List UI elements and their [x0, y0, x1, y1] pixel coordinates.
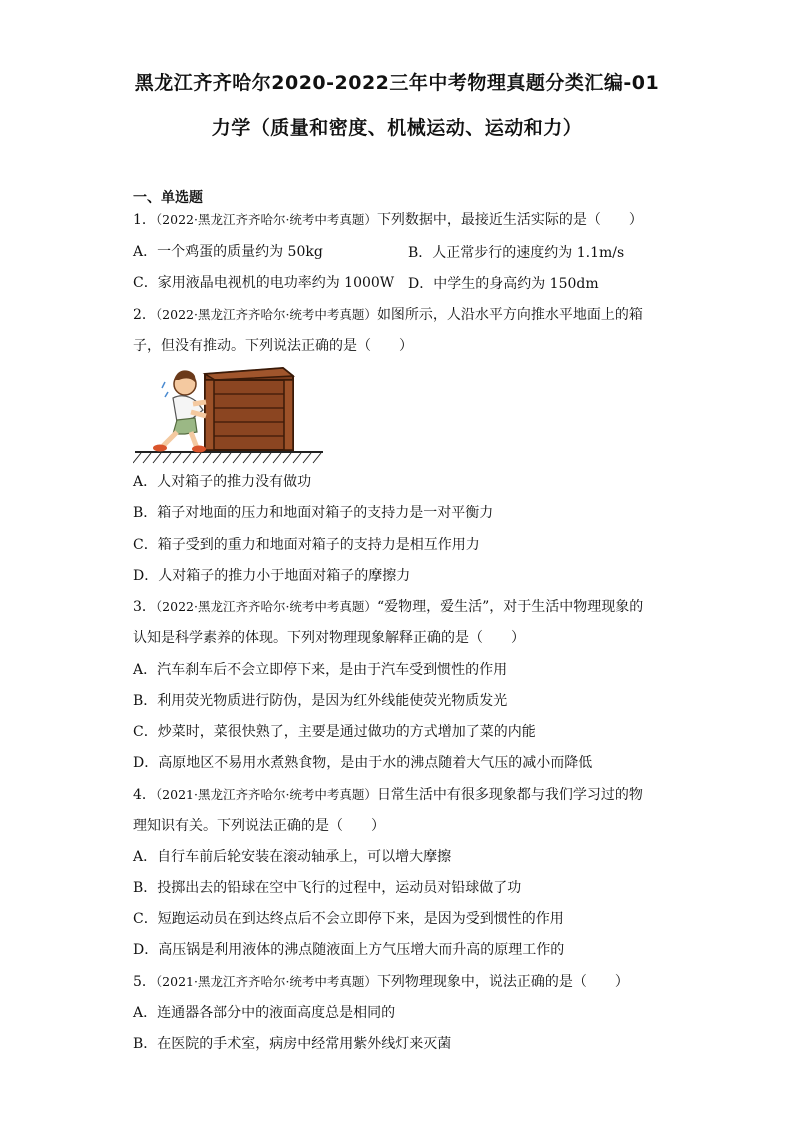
question-number: 5．	[133, 974, 156, 990]
question-4-stem	[133, 785, 643, 805]
q5-option-b: B．在医院的手术室，病房中经常用紫外线灯来灭菌	[133, 1036, 452, 1052]
question-text: 日常生活中有很多现象都与我们学习过的物	[376, 787, 643, 803]
q4-option-c: C．短跑运动员在到达终点后不会立即停下来，是因为受到惯性的作用	[133, 911, 564, 927]
q4-option-d: D．高压锅是利用液体的沸点随液面上方气压增大而升高的原理工作的	[133, 942, 565, 958]
q1-option-b: B．人正常步行的速度约为 1.1m/s	[408, 245, 625, 261]
question-3-stem	[133, 597, 643, 617]
q5-option-a: A．连通器各部分中的液面高度总是相同的	[133, 1005, 396, 1021]
q2-option-b: B．箱子对地面的压力和地面对箱子的支持力是一对平衡力	[133, 505, 494, 521]
title-line-1: 黑龙江齐齐哈尔2020-2022三年中考物理真题分类汇编-01	[134, 72, 660, 94]
question-source: （2021·黑龙江齐齐哈尔·统考中考真题）	[155, 787, 377, 802]
question-text: 下列物理现象中，说法正确的是（ ）	[376, 974, 629, 990]
question-text: 下列数据中，最接近生活实际的是（ ）	[376, 212, 643, 228]
question-source: （2022·黑龙江齐齐哈尔·统考中考真题）	[155, 212, 377, 227]
question-3-stem-cont: 认知是科学素养的体现。下列对物理现象解释正确的是（ ）	[133, 630, 525, 646]
q3-option-b: B．利用荧光物质进行防伪，是因为红外线能使荧光物质发光	[133, 693, 508, 709]
question-1-stem	[133, 210, 643, 230]
q1-option-d: D．中学生的身高约为 150dm	[408, 276, 599, 292]
title-line-2: 力学（质量和密度、机械运动、运动和力）	[211, 117, 583, 139]
question-number: 3．	[133, 599, 156, 615]
q3-option-a: A．汽车刹车后不会立即停下来，是由于汽车受到惯性的作用	[133, 662, 508, 678]
question-text: “爱物理，爱生活”，对于生活中物理现象的	[376, 599, 644, 615]
q2-option-d: D．人对箱子的推力小于地面对箱子的摩擦力	[133, 568, 411, 584]
section-heading: 一、单选题	[133, 190, 203, 206]
question-2-stem	[133, 305, 643, 325]
question-2-stem-cont: 子，但没有推动。下列说法正确的是（ ）	[133, 338, 413, 354]
question-source: （2021·黑龙江齐齐哈尔·统考中考真题）	[155, 974, 377, 989]
question-number: 2．	[133, 307, 156, 323]
q4-option-b: B．投掷出去的铅球在空中飞行的过程中，运动员对铅球做了功	[133, 880, 522, 896]
person	[153, 370, 206, 452]
question-source: （2022·黑龙江齐齐哈尔·统考中考真题）	[155, 599, 377, 614]
q3-option-c: C．炒菜时，菜很快熟了，主要是通过做功的方式增加了菜的内能	[133, 724, 536, 740]
q3-option-d: D．高原地区不易用水煮熟食物，是由于水的沸点随着大气压的减小而降低	[133, 755, 593, 771]
question-number: 1．	[133, 212, 156, 228]
q1-option-c: C．家用液晶电视机的电功率约为 1000W	[133, 275, 395, 291]
question-5-stem	[133, 972, 629, 992]
crate	[205, 368, 293, 450]
q2-option-c: C．箱子受到的重力和地面对箱子的支持力是相互作用力	[133, 537, 480, 553]
question-text: 如图所示，人沿水平方向推水平地面上的箱	[376, 307, 643, 323]
q1-option-a: A．一个鸡蛋的质量约为 50kg	[133, 244, 323, 260]
q2-option-a: A．人对箱子的推力没有做功	[133, 474, 312, 490]
person-pushing-box-figure	[133, 362, 325, 466]
question-source: （2022·黑龙江齐齐哈尔·统考中考真题）	[155, 307, 377, 322]
question-number: 4．	[133, 787, 156, 803]
question-4-stem-cont: 理知识有关。下列说法正确的是（ ）	[133, 818, 385, 834]
q4-option-a: A．自行车前后轮安装在滚动轴承上，可以增大摩擦	[133, 849, 452, 865]
